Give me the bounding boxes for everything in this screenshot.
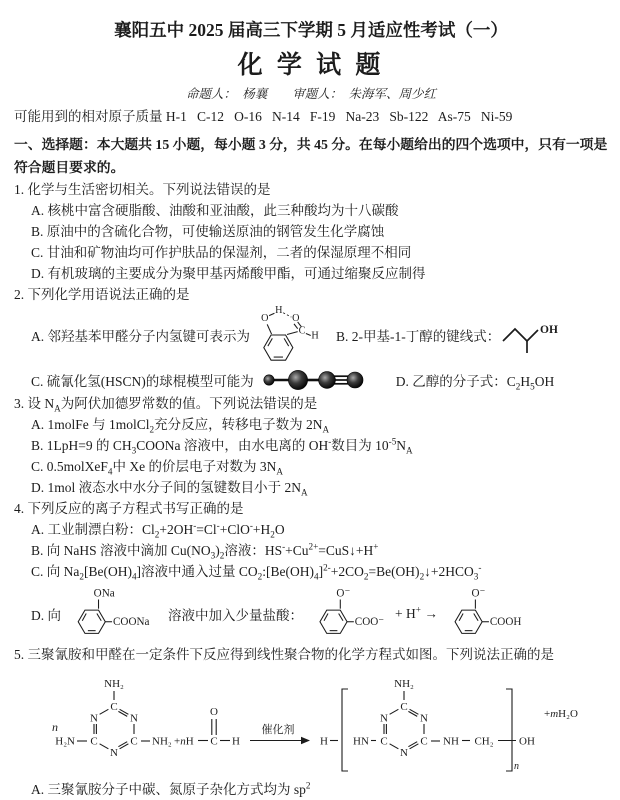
water-byproduct-label: +mH₂O bbox=[544, 708, 578, 720]
coefficient-n-label: n bbox=[52, 720, 58, 734]
benzene-ring bbox=[78, 610, 105, 633]
nitrogen-ball bbox=[347, 372, 363, 388]
formaldehyde-term: +nH bbox=[174, 735, 194, 748]
ring-atom-label: C bbox=[380, 735, 388, 748]
repeat-unit-subscript: n bbox=[514, 761, 519, 772]
salicylaldehyde-structure bbox=[250, 305, 326, 365]
exam-title: 襄阳五中 2025 届高三下学期 5 月适应性考试（一） bbox=[114, 20, 508, 40]
formaldehyde-oxygen-label: O bbox=[210, 706, 218, 718]
salicylate-ion-structure bbox=[306, 584, 392, 644]
section-heading: 一、选择题：本大题共 15 小题，每小题 3 分，共 45 分。在每小题给出的四个选项中，只有一项是符合题目要求的。 bbox=[14, 137, 608, 175]
catalyst-label: 催化剂 bbox=[261, 724, 295, 736]
question-4-option-b: B. 向 NaHS 溶液中滴加 $Cu(NO_3)_2$溶液：$HS^-+Cu^{2+}=CuS↓+H^+$ bbox=[31, 541, 379, 561]
question-3-stem: 3. 设 $N_A$为阿伏加德罗常数的值。下列说法错误的是 bbox=[14, 396, 318, 414]
question-1-stem: 1. 化学与生活密切相关。下列说法错误的是 bbox=[14, 182, 271, 197]
question-5-stem: 5. 三聚氰胺和甲醛在一定条件下反应得到线性聚合物的化学方程式如图。下列说法正确的是 bbox=[14, 647, 554, 662]
polymer-triazine-ring bbox=[380, 701, 428, 759]
question-2-option-a: A. 邻羟基苯甲醛分子内氢键可表示为 bbox=[31, 329, 250, 344]
question-2-options-ab-row bbox=[14, 305, 608, 365]
question-1-option-c: C. 甘油和矿物油均可作护肤品的保湿剂，二者的保湿原理不相同 bbox=[31, 245, 412, 260]
question-1-option-b: B. 原油中的含硫化合物，可使输送原油的钢管发生化学腐蚀 bbox=[31, 224, 385, 239]
question-3-option-c: C. 0.5molXeF$_4$中 Xe 的价层电子对数为 $3N_A$ bbox=[31, 459, 283, 477]
ring-atom-label: C bbox=[400, 701, 408, 713]
carbonyl-oxygen-label: O bbox=[292, 312, 300, 324]
amino-group-label: NH₂ bbox=[394, 678, 414, 690]
question-3-option-a: A. 1molFe 与 1molCl$_2$充分反应，转移电子数为 $2N_A$ bbox=[31, 417, 330, 435]
carboxylate-group-label: COONa bbox=[113, 616, 150, 629]
amide-nh-label: NH bbox=[443, 735, 459, 748]
hydroxyl-end-label: OH bbox=[519, 735, 535, 748]
ring-atom-label: N bbox=[380, 712, 388, 725]
benzene-ring bbox=[264, 335, 293, 360]
hydrogen-ball bbox=[264, 375, 274, 385]
amino-group-label: H₂N bbox=[55, 735, 75, 748]
atomic-masses-line: 可能用到的相对原子质量 H-1 C-12 O-16 N-14 F-19 Na-23 Sb-122 As-75 Ni-59 bbox=[14, 109, 513, 124]
question-1-option-a: A. 核桃中富含硬脂酸、油酸和亚油酸，此三种酸均为十八碳酸 bbox=[31, 203, 399, 218]
question-4-option-a: A. 工业制漂白粉：$Cl_2+2OH^-=Cl^-+ClO^-+H_2O$ bbox=[31, 520, 285, 540]
aldehyde-hydrogen-label: H bbox=[311, 330, 319, 342]
melamine-formaldehyde-reaction-figure bbox=[14, 665, 614, 779]
question-4-stem: 4. 下列反应的离子方程式书写正确的是 bbox=[14, 501, 244, 516]
right-bracket bbox=[506, 689, 512, 771]
sulfur-ball bbox=[288, 370, 307, 389]
ring-atom-label: C bbox=[130, 735, 138, 748]
phenolate-ion-label: O⁻ bbox=[471, 587, 486, 600]
formaldehyde-hydrogen-label: H bbox=[232, 735, 240, 748]
question-3-option-b: B. 1LpH=9 的 $CH_3COONa$ 溶液中，由水电离的 OH-数目为 $10^{-5}N_A$ bbox=[31, 436, 413, 456]
formaldehyde-carbon-label: C bbox=[210, 735, 218, 748]
amino-group-label: NH₂ bbox=[104, 678, 124, 690]
ring-atom-label: N bbox=[130, 712, 138, 725]
aldehyde-carbon-label: C bbox=[298, 325, 306, 337]
melamine-triazine-ring bbox=[90, 701, 138, 759]
ring-atom-label: N bbox=[90, 712, 98, 725]
ball-and-stick-model bbox=[260, 367, 368, 393]
question-2-option-b: B. 2-甲基-1-丁醇的键线式： bbox=[336, 329, 501, 344]
phenolate-group-label: ONa bbox=[93, 587, 115, 600]
ring-atom-label: C bbox=[90, 735, 98, 748]
ring-atom-label: N bbox=[420, 712, 428, 725]
question-4-option-d-row bbox=[14, 584, 608, 644]
question-2-stem: 2. 下列化学用语说法正确的是 bbox=[14, 287, 190, 302]
ring-atom-label: N bbox=[400, 747, 408, 759]
subject-title: 化 学 试 题 bbox=[237, 52, 385, 79]
question-2-options-cd-row bbox=[14, 367, 608, 393]
phenol-hydrogen-label: H bbox=[275, 305, 283, 316]
question-4-option-d-prefix: D. 向 bbox=[31, 608, 61, 623]
left-bracket bbox=[342, 689, 348, 771]
carbon-ball bbox=[318, 372, 335, 389]
chain-end-hydrogen-label: H bbox=[320, 735, 328, 748]
benzene-ring bbox=[320, 610, 347, 633]
phenol-oxygen-label: O bbox=[261, 312, 269, 324]
carboxylate-ion-label: COO⁻ bbox=[354, 616, 385, 629]
carboxylic-acid-label: COOH bbox=[489, 616, 522, 629]
question-4-option-d-middle: 溶液中加入少量盐酸： bbox=[168, 608, 303, 623]
reaction-arrow bbox=[250, 737, 310, 744]
authors-line: 命题人： 杨襄 审题人： 朱海军、周少红 bbox=[185, 87, 436, 101]
triple-bond bbox=[334, 376, 348, 384]
imino-group-label: HN bbox=[353, 735, 369, 748]
question-2-option-d: D. 乙醇的分子式：$C_2H_5OH$ bbox=[395, 374, 555, 392]
question-5-option-a: A. 三聚氰胺分子中碳、氮原子杂化方式均为 $sp^2$ bbox=[31, 780, 311, 797]
question-1-option-d: D. 有机玻璃的主要成分为聚甲基丙烯酸甲酯，可通过缩聚反应制得 bbox=[31, 266, 426, 281]
ring-atom-label: N bbox=[110, 747, 118, 759]
question-4-option-d-plus-arrow: + H+ → bbox=[395, 604, 438, 621]
phenolate-ion-label: O⁻ bbox=[336, 587, 351, 600]
salicylic-acid-monoanion-structure bbox=[441, 584, 533, 644]
amino-group-label: NH₂ bbox=[152, 735, 172, 748]
question-2-option-c: C. 硫氰化氢(HSCN)的球棍模型可能为 bbox=[31, 374, 254, 389]
sodium-phenolate-carboxylate-structure bbox=[64, 584, 164, 644]
ring-atom-label: C bbox=[420, 735, 428, 748]
methylene-group-label: CH₂ bbox=[474, 735, 494, 748]
ring-atom-label: C bbox=[110, 701, 118, 713]
benzene-ring bbox=[455, 610, 482, 633]
question-4-option-c: C. 向 $Na_2[Be(OH)_4]$溶液中通入过量 $CO_2:[Be(OH)_4]^{2-}+2CO_2=Be(OH)_2↓+2HCO_3^-$ bbox=[31, 562, 482, 582]
butanol-skeletal-structure bbox=[500, 314, 558, 356]
hydroxyl-label: OH bbox=[540, 324, 559, 336]
question-3-option-d: D. 1mol 液态水中水分子间的氢键数目小于 $2N_A$ bbox=[31, 480, 308, 498]
